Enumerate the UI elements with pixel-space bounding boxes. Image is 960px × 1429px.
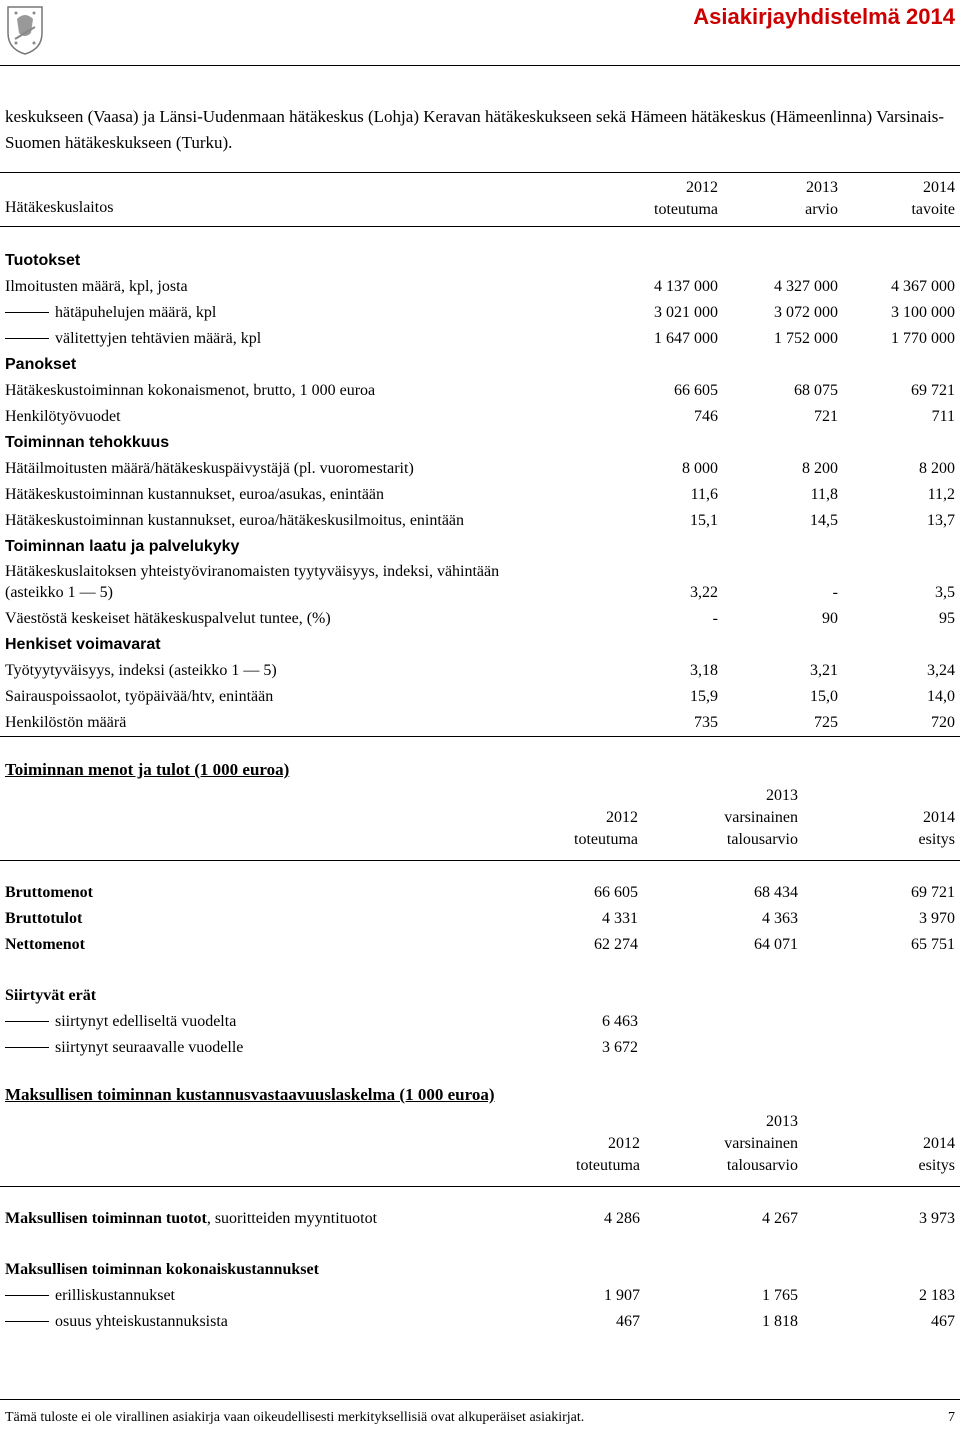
row-value: 69 721 xyxy=(911,382,955,399)
row-value: 8 200 xyxy=(802,460,838,477)
table1-row xyxy=(0,460,960,484)
table1-section-heading xyxy=(0,636,960,660)
row-label: Henkilöstön määrä xyxy=(5,714,127,731)
table2-row xyxy=(0,910,960,934)
row-value: 4 331 xyxy=(602,910,638,927)
row-value: 746 xyxy=(694,408,718,425)
table1-row xyxy=(0,714,960,738)
row-label: Hätäkeskuslaitoksen yhteistyöviranomaisten tyytyväisyys, indeksi, vähintään xyxy=(5,563,500,580)
row-label: hätäpuhelujen määrä, kpl xyxy=(5,304,216,322)
row-value: 3 072 000 xyxy=(774,304,838,321)
row-label: Toiminnan tehokkuus xyxy=(5,434,170,451)
row-value: 68 075 xyxy=(794,382,838,399)
row-value: 3,22 xyxy=(690,584,718,601)
row-label: (asteikko 1 — 5) xyxy=(5,584,113,601)
row-value: 15,9 xyxy=(690,688,718,705)
dash-marker xyxy=(5,338,49,339)
footer-disclaimer: Tämä tuloste ei ole virallinen asiakirja vaan oikeudellisesti merkityksellisiä ovat alkuperäiset asiakirjat. xyxy=(5,1410,585,1425)
row-value: 721 xyxy=(814,408,838,425)
row-value: 3 970 xyxy=(919,910,955,927)
row-value: - xyxy=(712,610,718,627)
row-label: Väestöstä keskeiset hätäkeskuspalvelut tuntee, (%) xyxy=(5,610,331,627)
table2-row xyxy=(0,884,960,908)
row-value: 3,24 xyxy=(927,662,955,679)
row-value: - xyxy=(832,584,838,601)
row-value: 11,2 xyxy=(927,486,955,503)
row-value: 8 000 xyxy=(682,460,718,477)
row-value: 66 605 xyxy=(594,884,638,901)
row-label: Tuotokset xyxy=(5,252,81,269)
row-label: Henkiset voimavarat xyxy=(5,636,161,653)
row-value: 90 xyxy=(822,610,838,627)
table2-title: Toiminnan menot ja tulot (1 000 euroa) xyxy=(5,760,290,779)
dash-marker xyxy=(5,312,49,313)
table3-col-2012: 2012 toteutuma xyxy=(576,1135,640,1174)
cost-title: Maksullisen toiminnan kokonaiskustannukset xyxy=(5,1261,319,1278)
table1-header-rule xyxy=(0,226,960,227)
table1-row xyxy=(0,330,960,354)
table3-col-2013: 2013 varsinainen talousarvio xyxy=(724,1113,798,1174)
row-value: 4 137 000 xyxy=(654,278,718,295)
table1-section-heading xyxy=(0,252,960,276)
table1-col-2013: 2013 arvio xyxy=(805,179,838,218)
row-label: Työtyytyväisyys, indeksi (asteikko 1 — 5) xyxy=(5,662,277,679)
row-value: 725 xyxy=(814,714,838,731)
table1-col-2012: 2012 toteutuma xyxy=(654,179,718,218)
footer-divider xyxy=(0,1399,960,1400)
table1-section-heading xyxy=(0,538,960,562)
page-number: 7 xyxy=(948,1410,955,1425)
row-value: 14,5 xyxy=(810,512,838,529)
row-label: Sairauspoissaolot, työpäivää/htv, enintään xyxy=(5,688,274,705)
carry-row-2: siirtynyt seuraavalle vuodelle 3 672 xyxy=(0,1039,960,1063)
row-label: Nettomenot xyxy=(5,936,85,953)
table1-row xyxy=(0,662,960,686)
table1-row xyxy=(0,584,960,608)
coat-of-arms-logo xyxy=(5,3,45,55)
table2-row xyxy=(0,936,960,960)
cost-row-2: osuus yhteiskustannuksista 467 1 818 467 xyxy=(0,1313,960,1337)
row-label: Toiminnan laatu ja palvelukyky xyxy=(5,538,240,555)
row-value: 3,5 xyxy=(935,584,955,601)
row-label: Hätäkeskustoiminnan kokonaismenot, brutto, 1 000 euroa xyxy=(5,382,376,399)
document-title: Asiakirjayhdistelmä 2014 xyxy=(693,4,955,29)
table1-bottom-rule xyxy=(0,736,960,737)
row-label: Panokset xyxy=(5,356,77,373)
row-value: 1 752 000 xyxy=(774,330,838,347)
row-value: 3,21 xyxy=(810,662,838,679)
row-value: 65 751 xyxy=(911,936,955,953)
row-value: 8 200 xyxy=(919,460,955,477)
row-value: 14,0 xyxy=(927,688,955,705)
table1-row xyxy=(0,610,960,634)
table2-col-2014: 2014 esitys xyxy=(918,809,955,848)
table3-header-rule xyxy=(0,1186,960,1187)
carry-title: Siirtyvät erät xyxy=(5,987,97,1004)
row-value: 735 xyxy=(694,714,718,731)
table2-col-2012: 2012 toteutuma xyxy=(574,809,638,848)
table1-row xyxy=(0,304,960,328)
row-value: 11,8 xyxy=(810,486,838,503)
income-row: Maksullisen toiminnan tuotot, suoritteiden myyntituotot 4 286 4 267 3 973 xyxy=(5,1210,955,1227)
table1-row xyxy=(0,408,960,432)
table1-row xyxy=(0,382,960,406)
carry-row-1: siirtynyt edelliseltä vuodelta 6 463 xyxy=(0,1013,960,1037)
table1-col-2014: 2014 tavoite xyxy=(911,179,955,218)
row-value: 69 721 xyxy=(911,884,955,901)
row-value: 15,1 xyxy=(690,512,718,529)
cost-row-1: erilliskustannukset 1 907 1 765 2 183 xyxy=(0,1287,960,1311)
row-value: 15,0 xyxy=(810,688,838,705)
row-label: Bruttomenot xyxy=(5,884,93,901)
row-value: 3 021 000 xyxy=(654,304,718,321)
table1-section-heading xyxy=(0,434,960,458)
row-value: 720 xyxy=(931,714,955,731)
row-value: 66 605 xyxy=(674,382,718,399)
table3-title: Maksullisen toiminnan kustannusvastaavuuslaskelma (1 000 euroa) xyxy=(5,1085,495,1104)
table1-row xyxy=(0,486,960,510)
row-value: 4 327 000 xyxy=(774,278,838,295)
table2-header-rule xyxy=(0,860,960,861)
table1-row xyxy=(0,688,960,712)
row-value: 64 071 xyxy=(754,936,798,953)
header-divider xyxy=(0,65,960,66)
table1-row xyxy=(0,278,960,302)
intro-paragraph: keskukseen (Vaasa) ja Länsi-Uudenmaan hätäkeskus (Lohja) Keravan hätäkeskukseen sekä Hämeen hätäkeskus (Hämeenlinna) Varsinais-Suomen hätäkeskukseen (Turku). xyxy=(5,107,945,152)
row-label: Hätäkeskustoiminnan kustannukset, euroa/hätäkeskusilmoitus, enintään xyxy=(5,512,465,529)
row-value: 711 xyxy=(931,408,955,425)
table1-row xyxy=(0,512,960,536)
row-label: Hätäkeskustoiminnan kustannukset, euroa/asukas, enintään xyxy=(5,486,385,503)
row-value: 3,18 xyxy=(690,662,718,679)
row-value: 1 647 000 xyxy=(654,330,718,347)
row-value: 95 xyxy=(939,610,955,627)
table1-top-rule xyxy=(0,172,960,173)
table2-col-2013: 2013 varsinainen talousarvio xyxy=(724,787,798,848)
table1-title: Hätäkeskuslaitos xyxy=(5,199,114,216)
row-value: 13,7 xyxy=(927,512,955,529)
row-label: välitettyjen tehtävien määrä, kpl xyxy=(5,330,261,348)
row-value: 1 770 000 xyxy=(891,330,955,347)
row-label: Henkilötyövuodet xyxy=(5,408,121,425)
row-value: 4 367 000 xyxy=(891,278,955,295)
row-value: 11,6 xyxy=(690,486,718,503)
row-value: 4 363 xyxy=(762,910,798,927)
row-value: 62 274 xyxy=(594,936,638,953)
row-value: 3 100 000 xyxy=(891,304,955,321)
row-label: Ilmoitusten määrä, kpl, josta xyxy=(5,278,188,295)
table3-col-2014: 2014 esitys xyxy=(918,1135,955,1174)
row-label: Bruttotulot xyxy=(5,910,83,927)
row-value: 68 434 xyxy=(754,884,798,901)
table1-section-heading xyxy=(0,356,960,380)
row-label: Hätäilmoitusten määrä/hätäkeskuspäivystäjä (pl. vuoromestarit) xyxy=(5,460,414,477)
